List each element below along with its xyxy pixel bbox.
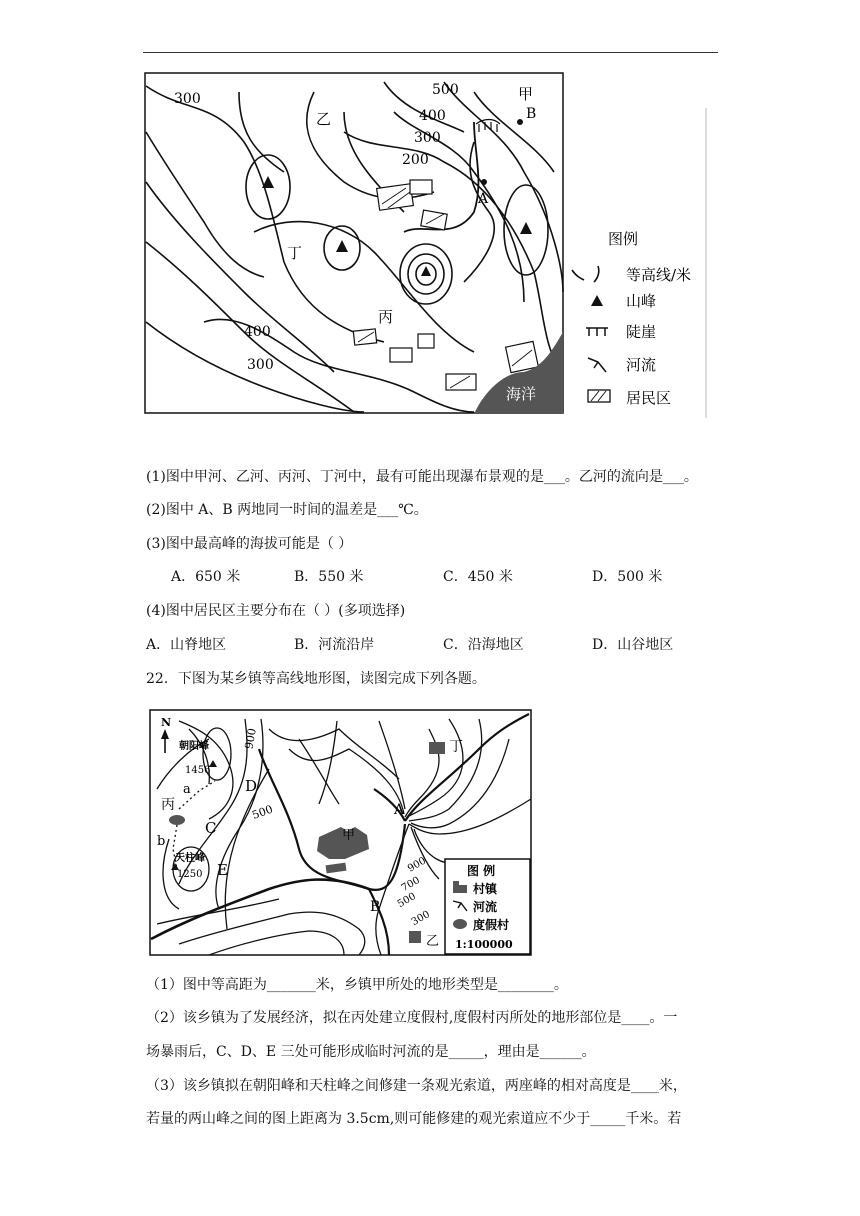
q21-part4-option-d: D．山谷地区 <box>592 637 674 653</box>
map1-label-bing: 丙 <box>378 308 394 326</box>
map1-label-c400-left: 400 <box>244 324 271 340</box>
legend1-item-contour: 等高线/米 <box>626 266 692 284</box>
map2-label-chaoyang: 朝阳峰 <box>179 741 209 752</box>
map2-label-c: C <box>205 819 217 837</box>
legend2-scale: 1:100000 <box>455 938 513 951</box>
q22-part1: （1）图中等高距为_______米，乡镇甲所处的地形类型是________。 <box>146 977 568 993</box>
map1-label-c200: 200 <box>402 152 429 168</box>
q22-part2-line2: 场暴雨后，C、D、E 三处可能形成临时河流的是_____，理由是______。 <box>146 1044 596 1060</box>
map2-label-a-lower: a <box>183 782 191 797</box>
legend2-title: 图 例 <box>467 864 496 878</box>
q22-part2-line1: （2）该乡镇为了发展经济，拟在丙处建立度假村,度假村丙所处的地形部位是____。一 <box>146 1010 678 1026</box>
map1-label-c300-top: 300 <box>174 91 201 107</box>
q21-part1: (1)图中甲河、乙河、丙河、丁河中，最有可能出现瀑布景观的是___。乙河的流向是___。 <box>146 469 698 485</box>
map2-label-ding: 丁 <box>449 739 463 755</box>
map2-label-e: E <box>217 861 228 879</box>
q22-part3-line2: 若量的两山峰之间的图上距离为 3.5cm,则可能修建的观光索道应不少于_____千米。若 <box>146 1111 682 1127</box>
map2-label-c900-top: 900 <box>242 727 259 751</box>
q21-part4-option-c: C．沿海地区 <box>443 637 524 653</box>
q21-part3-option-a: A．650 米 <box>171 569 241 585</box>
map1-label-c400-right: 400 <box>419 108 446 124</box>
q21-part3-option-c: C．450 米 <box>443 569 513 585</box>
map1-label-c300-mid: 300 <box>414 130 441 146</box>
resort-icon <box>453 919 467 929</box>
map2-label-north: N <box>161 716 172 729</box>
legend2-item-river: 河流 <box>473 900 498 914</box>
q21-part3-option-d: D．500 米 <box>592 569 663 585</box>
map2-label-jia: 甲 <box>342 828 356 843</box>
map1-label-c500: 500 <box>432 82 459 98</box>
q21-part4-option-b: B．河流沿岸 <box>294 637 375 653</box>
map2-label-chaoyang-height: 1456 <box>185 765 211 776</box>
map2-label-B: B <box>370 899 381 915</box>
peak-icon <box>591 295 603 306</box>
map1-label-ding: 丁 <box>287 244 303 262</box>
map2-label-A: A <box>394 802 405 818</box>
map1-label-jia: 甲 <box>518 85 534 103</box>
map2-label-c900: 900 <box>405 855 428 875</box>
q21-part3-option-b: B．550 米 <box>294 569 364 585</box>
contour-map-1 <box>144 72 564 414</box>
legend1-title: 图例 <box>608 230 639 248</box>
contour-line-icon <box>572 270 584 280</box>
legend1-item-peak: 山峰 <box>626 292 657 310</box>
map1-label-b: B <box>526 106 537 122</box>
q21-part4: (4)图中居民区主要分布在（ ）(多项选择) <box>146 603 406 619</box>
settlement-icon <box>588 390 610 402</box>
map1-label-a: A <box>478 191 489 207</box>
map2-label-b-lower: b <box>157 834 166 849</box>
map2-label-c300: 300 <box>409 908 432 929</box>
legend1-item-river: 河流 <box>626 356 657 374</box>
map1-label-yi: 乙 <box>316 110 332 128</box>
legend2-item-resort: 度假村 <box>473 918 510 932</box>
map2-label-d: D <box>245 777 258 795</box>
map2-label-bing: 丙 <box>161 797 175 813</box>
map1-legend <box>566 100 726 420</box>
map2-label-yi: 乙 <box>426 934 440 949</box>
map2-label-c500b: 500 <box>395 890 418 911</box>
map1-label-ocean: 海洋 <box>506 385 537 403</box>
q21-part3: (3)图中最高峰的海拔可能是（ ） <box>146 536 353 552</box>
contour-map-2 <box>149 709 532 956</box>
map2-label-tianzhu-height: 1250 <box>177 869 203 880</box>
map2-label-c500: 500 <box>250 802 275 822</box>
map1-label-c300-left: 300 <box>247 357 274 373</box>
map2-legend <box>445 859 530 954</box>
legend1-item-settlement: 居民区 <box>626 389 672 407</box>
river-icon <box>588 358 606 372</box>
map2-label-c700: 700 <box>399 874 422 895</box>
map2-label-tianzhu: 天柱峰 <box>175 853 205 864</box>
q21-part4-option-a: A．山脊地区 <box>146 637 227 653</box>
top-rule <box>143 52 718 53</box>
cliff-icon <box>586 328 608 336</box>
q22-part3-line1: （3）该乡镇拟在朝阳峰和天柱峰之间修建一条观光索道，两座峰的相对高度是____米， <box>146 1078 687 1094</box>
legend1-item-cliff: 陡崖 <box>626 323 657 341</box>
q22-intro: 22．下图为某乡镇等高线地形图，读图完成下列各题。 <box>146 671 486 687</box>
legend2-item-village: 村镇 <box>473 882 498 896</box>
q21-part2: (2)图中 A、B 两地同一时间的温差是___℃。 <box>146 502 428 518</box>
